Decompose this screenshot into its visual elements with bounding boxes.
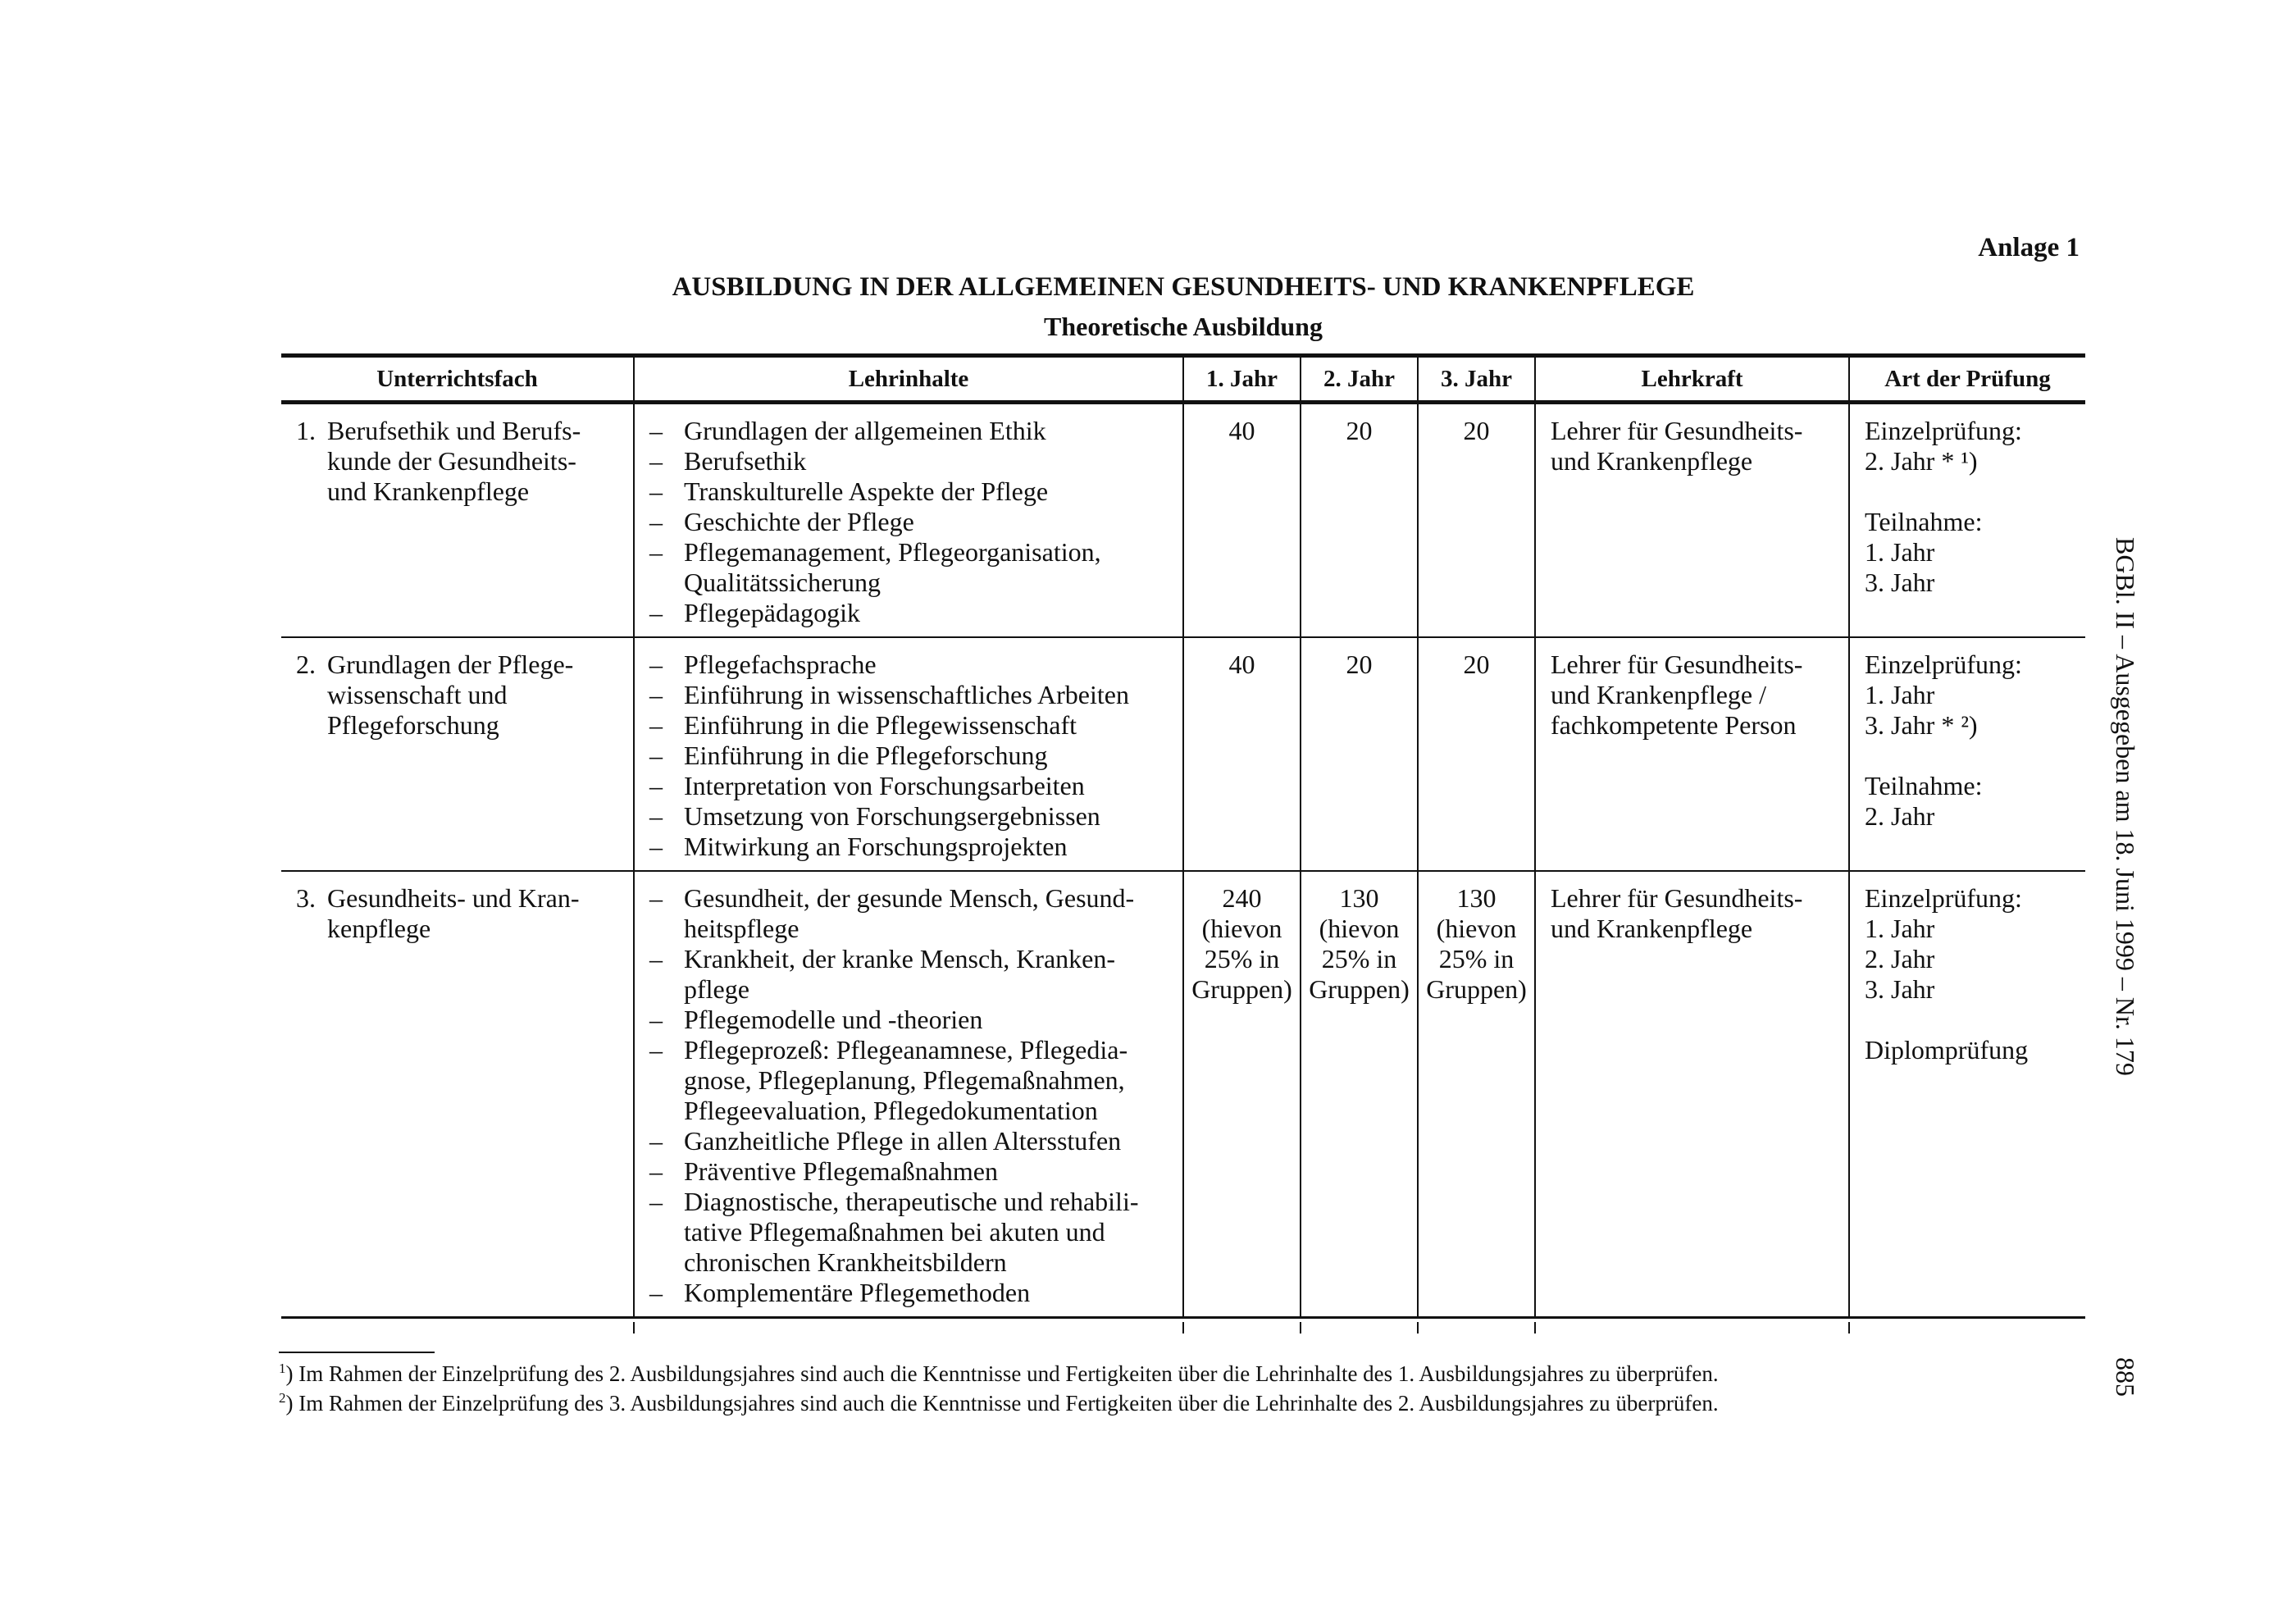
subject	[296, 416, 622, 507]
subject-line: Gesundheits- und Kran-	[327, 883, 580, 913]
subject-line: Pflegeforschung	[327, 710, 499, 740]
column-header: Unterrichtsfach	[281, 356, 634, 403]
footnote	[279, 1356, 1719, 1386]
teacher-cell-line: und Krankenpflege /	[1551, 680, 1767, 709]
exam-cell-line: Einzelprüfung:	[1865, 650, 2022, 679]
year1-hours-line: 25% in	[1204, 944, 1280, 973]
document-subtitle: Theoretische Ausbildung	[1044, 312, 1323, 341]
list-item	[649, 416, 1171, 446]
list-item	[649, 944, 1171, 1005]
year2-hours-line: 20	[1346, 416, 1373, 445]
subject-title	[327, 416, 622, 507]
subject-cell	[281, 871, 634, 1318]
year2-hours-line: 20	[1346, 650, 1373, 679]
subject	[296, 883, 622, 944]
list-item	[649, 476, 1171, 507]
list-item-line: chronischen Krankheitsbildern	[684, 1247, 1007, 1277]
page-number	[2101, 1357, 2150, 1406]
list-item	[649, 801, 1171, 832]
list-item	[649, 741, 1171, 771]
list-item-line: – Diagnostische, therapeutische und rehabili-	[684, 1187, 1139, 1216]
footnote-text: ) Im Rahmen der Einzelprüfung des 2. Ausbildungsjahres sind auch die Kenntnisse und Fertigkeiten über die Lehrinhalte des 1. Ausbildungsjahres zu überprüfen.	[285, 1361, 1719, 1386]
list-item	[649, 1187, 1171, 1278]
exam-cell-line: 3. Jahr	[1865, 974, 1935, 1004]
subject-line: wissenschaft und	[327, 680, 508, 709]
table-body	[281, 403, 2085, 1318]
list-item-line: – Berufsethik	[684, 446, 807, 476]
annex-label: Anlage 1	[1978, 233, 2080, 262]
footnotes	[279, 1356, 1719, 1416]
year1-hours-line: (hievon	[1201, 914, 1282, 943]
column-tick	[1417, 1322, 1419, 1334]
exam-cell-line	[1865, 476, 2074, 507]
exam-cell-line	[1865, 1005, 2074, 1035]
gazette-reference-text: BGBl. II – Ausgegeben am 18. Juni 1999 – Nr. 179	[2111, 537, 2140, 1076]
contents-cell	[634, 403, 1183, 638]
subject-line: Berufsethik und Berufs-	[327, 416, 581, 445]
list-item-line: – Grundlagen der allgemeinen Ethik	[684, 416, 1046, 445]
column-header: 3. Jahr	[1418, 356, 1535, 403]
year2-hours-line: 25% in	[1321, 944, 1397, 973]
list-item-line: – Mitwirkung an Forschungsprojekten	[684, 832, 1068, 861]
list-item-line: – Pflegemanagement, Pflegeorganisation,	[684, 537, 1101, 567]
year3-hours	[1418, 871, 1535, 1318]
exam-cell-line: Teilnahme:	[1865, 507, 1983, 536]
list-item-line: – Pflegepädagogik	[684, 598, 861, 627]
subject-cell	[281, 637, 634, 871]
subject-title	[327, 883, 622, 944]
column-header: Lehrinhalte	[634, 356, 1183, 403]
list-item-line: pflege	[684, 974, 749, 1004]
exam-cell-line: 2. Jahr * ¹)	[1865, 446, 1978, 476]
exam-cell-line: 1. Jahr	[1865, 537, 1935, 567]
column-tick-marks	[281, 1322, 2085, 1334]
exam-cell	[1849, 871, 2085, 1318]
footnote-text: ) Im Rahmen der Einzelprüfung des 3. Ausbildungsjahres sind auch die Kenntnisse und Fertigkeiten über die Lehrinhalte des 2. Ausbildungsjahres zu überprüfen.	[285, 1391, 1719, 1416]
teacher-cell	[1535, 871, 1849, 1318]
list-item	[649, 1005, 1171, 1035]
column-header: Art der Prüfung	[1849, 356, 2085, 403]
exam-cell-line: Teilnahme:	[1865, 771, 1983, 800]
list-item	[649, 537, 1171, 598]
teacher-cell-line: und Krankenpflege	[1551, 914, 1753, 943]
exam-cell-line: 1. Jahr	[1865, 680, 1935, 709]
teacher-cell-line: Lehrer für Gesundheits-	[1551, 416, 1803, 445]
year3-hours-line: Gruppen)	[1426, 974, 1527, 1004]
table-header-row	[281, 356, 2085, 403]
list-item-line: – Interpretation von Forschungsarbeiten	[684, 771, 1085, 800]
list-item-line: – Pflegefachsprache	[684, 650, 877, 679]
teacher-cell-line: Lehrer für Gesundheits-	[1551, 883, 1803, 913]
year2-hours	[1301, 403, 1418, 638]
column-tick	[1300, 1322, 1301, 1334]
teacher-cell	[1535, 403, 1849, 638]
exam-cell-line: 1. Jahr	[1865, 914, 1935, 943]
subject-line: kunde der Gesundheits-	[327, 446, 576, 476]
footnote	[279, 1386, 1719, 1416]
content-list	[649, 883, 1171, 1308]
list-item-line: heitspflege	[684, 914, 800, 943]
table-row	[281, 637, 2085, 871]
list-item	[649, 598, 1171, 628]
year2-hours-line: (hievon	[1319, 914, 1400, 943]
teacher-cell-line: fachkompetente Person	[1551, 710, 1797, 740]
list-item-line: gnose, Pflegeplanung, Pflegemaßnahmen,	[684, 1065, 1125, 1095]
year3-hours-line: 20	[1463, 650, 1490, 679]
list-item	[649, 1035, 1171, 1126]
year2-hours-line: 130	[1339, 883, 1379, 913]
exam-cell-line: 3. Jahr * ²)	[1865, 710, 1978, 740]
exam-cell-line: Diplomprüfung	[1865, 1035, 2029, 1065]
list-item	[649, 507, 1171, 537]
list-item-line: – Krankheit, der kranke Mensch, Kranken-	[684, 944, 1116, 973]
exam-cell-line: 3. Jahr	[1865, 568, 1935, 597]
contents-cell	[634, 637, 1183, 871]
list-item	[649, 1278, 1171, 1308]
list-item	[649, 446, 1171, 476]
list-item	[649, 771, 1171, 801]
year1-hours	[1183, 871, 1301, 1318]
list-item-line: – Einführung in die Pflegeforschung	[684, 741, 1048, 770]
exam-cell-line: 2. Jahr	[1865, 944, 1935, 973]
year1-hours-line: Gruppen)	[1191, 974, 1292, 1004]
list-item-line: – Umsetzung von Forschungsergebnissen	[684, 801, 1100, 831]
document-title: AUSBILDUNG IN DER ALLGEMEINEN GESUNDHEITS- UND KRANKENPFLEGE	[672, 272, 1695, 302]
year3-hours-line: 25% in	[1438, 944, 1515, 973]
list-item-line: – Gesundheit, der gesunde Mensch, Gesund-	[684, 883, 1135, 913]
year3-hours-line: (hievon	[1436, 914, 1517, 943]
list-item-line: – Pflegeprozeß: Pflegeanamnese, Pflegedia-	[684, 1035, 1128, 1065]
content-list	[649, 416, 1171, 628]
exam-cell	[1849, 637, 2085, 871]
year3-hours	[1418, 403, 1535, 638]
teacher-cell-line: und Krankenpflege	[1551, 446, 1753, 476]
subject-cell	[281, 403, 634, 638]
list-item-line: Qualitätssicherung	[684, 568, 881, 597]
year3-hours	[1418, 637, 1535, 871]
year1-hours-line: 40	[1228, 416, 1255, 445]
list-item-line: – Geschichte der Pflege	[684, 507, 914, 536]
subject-line: Grundlagen der Pflege-	[327, 650, 574, 679]
list-item	[649, 710, 1171, 741]
column-header: 2. Jahr	[1301, 356, 1418, 403]
subject-number: 1.	[296, 416, 316, 445]
list-item	[649, 680, 1171, 710]
curriculum-table-wrap	[281, 353, 2085, 1319]
list-item-line: Pflegeevaluation, Pflegedokumentation	[684, 1096, 1098, 1125]
year3-hours-line: 130	[1456, 883, 1496, 913]
year1-hours-line: 240	[1222, 883, 1262, 913]
footnote-mark: 1	[279, 1361, 286, 1376]
list-item-line: – Präventive Pflegemaßnahmen	[684, 1156, 998, 1186]
list-item-line: – Ganzheitliche Pflege in allen Altersstufen	[684, 1126, 1122, 1156]
column-tick	[1182, 1322, 1184, 1334]
content-list	[649, 650, 1171, 862]
list-item-line: – Einführung in die Pflegewissenschaft	[684, 710, 1077, 740]
year1-hours-line: 40	[1228, 650, 1255, 679]
column-header: Lehrkraft	[1535, 356, 1849, 403]
year2-hours	[1301, 637, 1418, 871]
list-item-line: – Transkulturelle Aspekte der Pflege	[684, 476, 1049, 506]
contents-cell	[634, 871, 1183, 1318]
curriculum-table	[281, 353, 2085, 1319]
side-gazette-reference	[2101, 537, 2150, 1128]
list-item-line: – Komplementäre Pflegemethoden	[684, 1278, 1031, 1307]
exam-cell-line: Einzelprüfung:	[1865, 883, 2022, 913]
column-tick	[1534, 1322, 1536, 1334]
list-item	[649, 883, 1171, 944]
exam-cell-line: Einzelprüfung:	[1865, 416, 2022, 445]
subject-number: 2.	[296, 650, 316, 679]
list-item	[649, 832, 1171, 862]
subject-line: und Krankenpflege	[327, 476, 530, 506]
footnote-mark: 2	[279, 1390, 286, 1406]
list-item-line: – Pflegemodelle und -theorien	[684, 1005, 983, 1034]
exam-cell-line: 2. Jahr	[1865, 801, 1935, 831]
list-item	[649, 650, 1171, 680]
table-row	[281, 403, 2085, 638]
exam-cell	[1849, 403, 2085, 638]
subject-title	[327, 650, 622, 741]
column-header: 1. Jahr	[1183, 356, 1301, 403]
teacher-cell-line: Lehrer für Gesundheits-	[1551, 650, 1803, 679]
year2-hours-line: Gruppen)	[1309, 974, 1410, 1004]
year1-hours	[1183, 637, 1301, 871]
footnote-rule	[279, 1352, 435, 1353]
subject	[296, 650, 622, 741]
list-item	[649, 1156, 1171, 1187]
year1-hours	[1183, 403, 1301, 638]
page-number-text: 885	[2111, 1357, 2140, 1397]
table-row	[281, 871, 2085, 1318]
subject-number: 3.	[296, 883, 316, 913]
exam-cell-line	[1865, 741, 2074, 771]
column-tick	[1848, 1322, 1850, 1334]
subject-line: kenpflege	[327, 914, 431, 943]
column-tick	[633, 1322, 635, 1334]
list-item-line: – Einführung in wissenschaftliches Arbeiten	[684, 680, 1129, 709]
list-item	[649, 1126, 1171, 1156]
year2-hours	[1301, 871, 1418, 1318]
year3-hours-line: 20	[1463, 416, 1490, 445]
list-item-line: tative Pflegemaßnahmen bei akuten und	[684, 1217, 1105, 1247]
teacher-cell	[1535, 637, 1849, 871]
